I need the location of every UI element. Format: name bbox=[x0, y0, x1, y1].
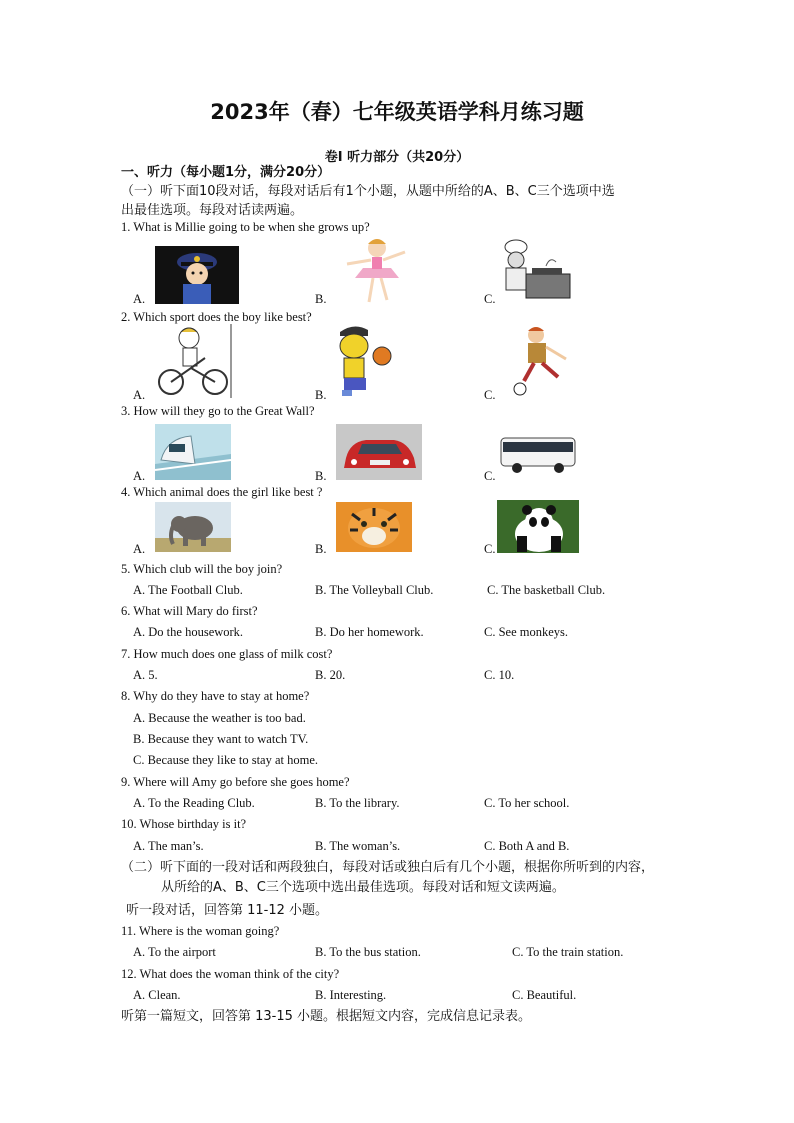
cycling-boy-icon bbox=[155, 324, 235, 398]
option-b-label: B. bbox=[315, 388, 327, 402]
chef-icon bbox=[496, 238, 576, 302]
page-title: 2023年（春）七年级英语学科月练习题 bbox=[210, 100, 584, 124]
soccer-player-icon bbox=[512, 323, 572, 397]
option-a: A. To the airport bbox=[133, 945, 216, 959]
option-a: A. The man’s. bbox=[133, 839, 204, 853]
option-c: C. To her school. bbox=[484, 796, 570, 810]
option-c-label: C. bbox=[484, 388, 496, 402]
passage-note: 听第一篇短文，回答第 13-15 小题。根据短文内容，完成信息记录表。 bbox=[121, 1009, 532, 1024]
option-b: B. Do her homework. bbox=[315, 625, 424, 639]
option-c: C. Both A and B. bbox=[484, 839, 570, 853]
question-8: 8. Why do they have to stay at home? bbox=[121, 689, 310, 703]
option-c: C. Because they like to stay at home. bbox=[133, 753, 319, 767]
option-c-label: C. bbox=[484, 292, 496, 306]
option-b: B. The Volleyball Club. bbox=[315, 583, 434, 597]
option-c-label: C. bbox=[484, 542, 496, 556]
dialog-note: 听一段对话，回答第 11-12 小题。 bbox=[126, 903, 329, 918]
option-b: B. 20. bbox=[315, 668, 346, 682]
option-c: C. 10. bbox=[484, 668, 515, 682]
police-officer-icon bbox=[155, 246, 239, 304]
question-5: 5. Which club will the boy join? bbox=[121, 562, 283, 576]
option-c-label: C. bbox=[484, 469, 496, 483]
question-1: 1. What is Millie going to be when she grows up? bbox=[121, 220, 370, 234]
option-a: A. To the Reading Club. bbox=[133, 796, 255, 810]
instructions-line-1: （一）听下面10段对话，每段对话后有1个小题，从题中所给的A、B、C三个选项中选 bbox=[121, 184, 615, 199]
tiger-icon bbox=[336, 502, 412, 552]
bus-icon bbox=[497, 428, 579, 476]
car-icon bbox=[336, 424, 422, 480]
train-icon bbox=[155, 424, 231, 480]
option-b: B. To the bus station. bbox=[315, 945, 421, 959]
question-6: 6. What will Mary do first? bbox=[121, 604, 258, 618]
section-heading: 一、听力（每小题1分，满分20分） bbox=[121, 165, 331, 180]
option-a: A. 5. bbox=[133, 668, 158, 682]
option-a-label: A. bbox=[133, 292, 146, 306]
question-10: 10. Whose birthday is it? bbox=[121, 817, 247, 831]
option-a: A. Do the housework. bbox=[133, 625, 244, 639]
panda-icon bbox=[497, 500, 579, 553]
option-b: B. Because they want to watch TV. bbox=[133, 732, 309, 746]
option-b-label: B. bbox=[315, 542, 327, 556]
option-c: C. Beautiful. bbox=[512, 988, 577, 1002]
part2-instructions-line-2: 从所给的A、B、C三个选项中选出最佳选项。每段对话和短文读两遍。 bbox=[161, 880, 565, 895]
basketball-boy-icon bbox=[332, 322, 394, 398]
option-c: C. The basketball Club. bbox=[487, 583, 606, 597]
option-b: B. The woman’s. bbox=[315, 839, 401, 853]
option-a: A. Clean. bbox=[133, 988, 181, 1002]
question-9: 9. Where will Amy go before she goes home? bbox=[121, 775, 350, 789]
question-4: 4. Which animal does the girl like best ? bbox=[121, 485, 323, 499]
option-a: A. The Football Club. bbox=[133, 583, 243, 597]
option-a-label: A. bbox=[133, 469, 146, 483]
question-11: 11. Where is the woman going? bbox=[121, 924, 280, 938]
part2-instructions-line-1: （二）听下面的一段对话和两段独白，每段对话或独白后有几个小题，根据你所听到的内容， bbox=[121, 860, 655, 875]
option-b-label: B. bbox=[315, 469, 327, 483]
option-a-label: A. bbox=[133, 388, 146, 402]
option-c: C. To the train station. bbox=[512, 945, 624, 959]
instructions-line-2: 出最佳选项。每段对话读两遍。 bbox=[121, 203, 304, 218]
question-7: 7. How much does one glass of milk cost? bbox=[121, 647, 333, 661]
ballet-dancer-icon bbox=[333, 234, 418, 306]
option-c: C. See monkeys. bbox=[484, 625, 569, 639]
option-a-label: A. bbox=[133, 542, 146, 556]
question-3: 3. How will they go to the Great Wall? bbox=[121, 404, 315, 418]
question-12: 12. What does the woman think of the city? bbox=[121, 967, 340, 981]
section-subtitle: 卷I 听力部分（共20分） bbox=[324, 150, 470, 165]
question-2: 2. Which sport does the boy like best? bbox=[121, 310, 312, 324]
option-a: A. Because the weather is too bad. bbox=[133, 711, 306, 725]
elephant-icon bbox=[155, 502, 231, 552]
option-b: B. Interesting. bbox=[315, 988, 387, 1002]
option-b-label: B. bbox=[315, 292, 327, 306]
option-b: B. To the library. bbox=[315, 796, 400, 810]
